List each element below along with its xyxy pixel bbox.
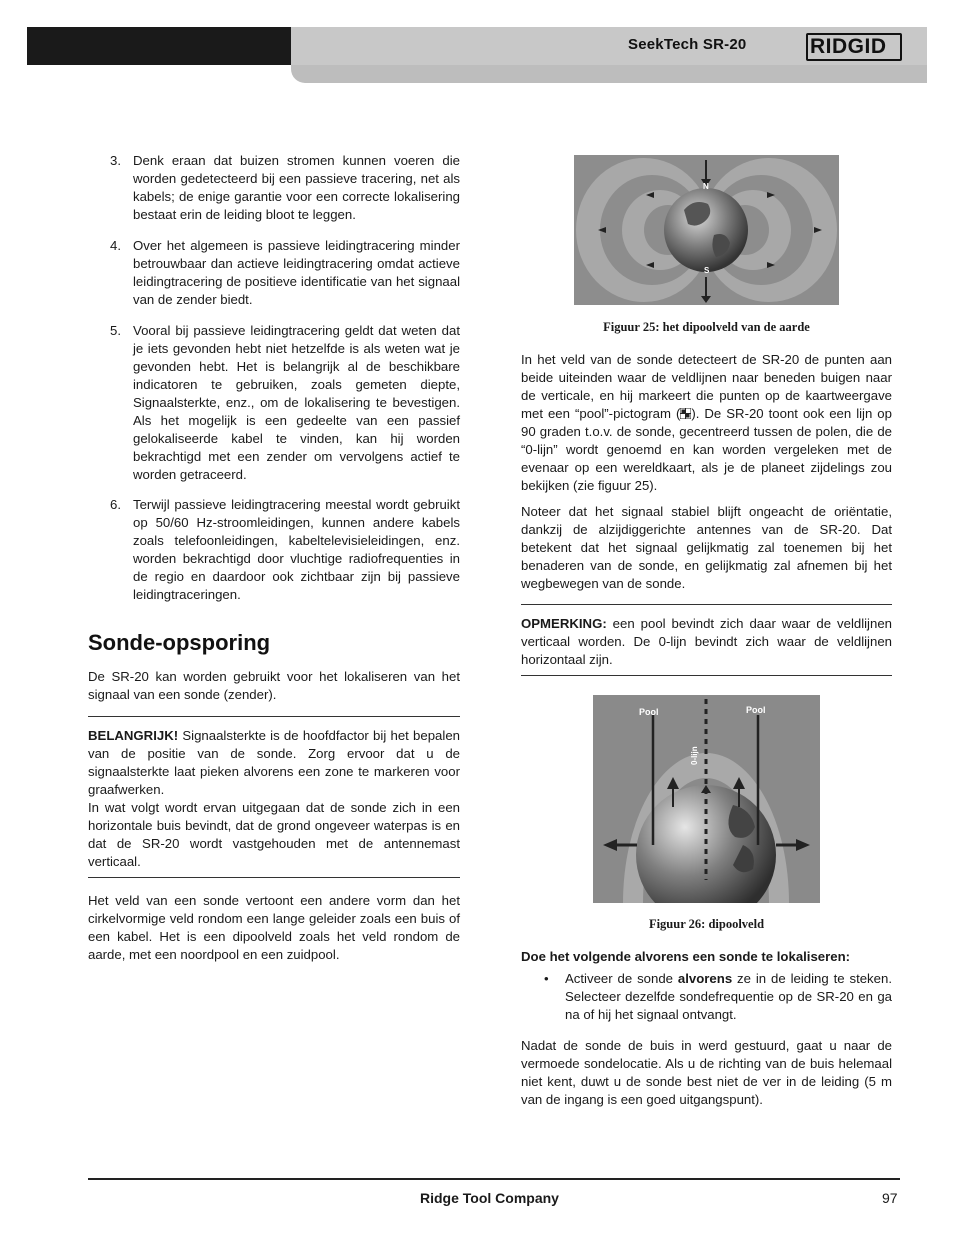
north-label: N xyxy=(703,182,709,191)
list-item-text: Over het algemeen is passieve leidingtracering minder betrouwbaar dan actieve leidingtracering omdat actieve leidingtracering de positieve identificatie van het signaal van de zender biedt. xyxy=(133,238,460,307)
closing-paragraph: Nadat de sonde de buis in werd gestuurd, gaat u naar de vermoede sondelocatie. Als u de richting van de buis helemaal niet kent, duwt u de sonde best niet de ver in de leiding (5 m van de ingang is een goed uitgangspunt). xyxy=(521,1038,892,1107)
pool-left-label: Pool xyxy=(639,707,659,717)
list-item-number: 5. xyxy=(110,323,121,338)
note-label: OPMERKING: xyxy=(521,616,607,631)
important-text-2: In wat volgt wordt ervan uitgegaan dat de sonde zich in een horizontale buis bevindt, dat de grond ongeveer waterpas is en dat de SR-20 wordt vastgehouden met de antennemast verticaal. xyxy=(88,800,460,869)
zero-line-label: 0-lijn xyxy=(690,746,699,765)
footer-rule xyxy=(88,1178,900,1180)
todo-heading: Doe het volgende alvorens een sonde te lokaliseren: xyxy=(521,949,851,964)
field-paragraph: Het veld van een sonde vertoont een andere vorm dan het cirkelvormige veld rondom een lange geleider zoals een buis of een kabel. Het is een dipoolveld zoals het veld rondom de aarde, met een noordpool en een zuidpool. xyxy=(88,893,460,962)
figure-dipole-field xyxy=(593,695,820,903)
divider xyxy=(521,604,892,605)
list-item-number: 4. xyxy=(110,238,121,253)
page-number: 97 xyxy=(882,1190,898,1206)
pole-text-a: In het veld van de sonde detecteert de SR-20 de punten aan beide uiteinden waar de veldlijnen naar beneden buigen naar de verticale, en hij markeert die punten op de kaartweergave met een “pool”-pictogram ( xyxy=(521,352,892,421)
list-item-number: 3. xyxy=(110,153,121,168)
note-block xyxy=(521,615,892,669)
important-block xyxy=(88,727,460,871)
list-item-text: Denk eraan dat buizen stromen kunnen voeren die worden gedetecteerd bij een passieve tracering, net als kabels; de enige garantie voor een correcte lokalisering bestaat erin de leiding bloot te leggen. xyxy=(133,153,460,222)
stability-paragraph: Noteer dat het signaal stabiel blijft ongeacht de oriëntatie, dankzij de alzijdiggerichte antennes van de SR-20. Dat betekent dat het signaal gelijkmatig zal toenemen bij het benaderen van de sonde, en gelijkmatig zal afnemen bij het wegbewegen van de sonde. xyxy=(521,504,892,591)
section-intro: De SR-20 kan worden gebruikt voor het lokaliseren van het signaal van een sonde (zender). xyxy=(88,669,460,702)
bullet-text-a: Activeer de sonde xyxy=(565,971,678,986)
bullet-text xyxy=(565,970,892,1024)
bullet-text-b: ze in de leiding te steken. Selecteer dezelfde sondefrequentie op de SR-20 en ga na of hij het signaal ontvangt. xyxy=(565,971,892,1022)
list-item-text: Vooral bij passieve leidingtracering geldt dat weten dat je iets gevonden hebt niet hetzelfde is als weten wat je gevonden hebt. Het is belangrijk al de beschikbare indicatoren te gebruiken, zoals gemeten diepte, Signaalsterkte, enz., om de lokalisering te bevestigen. Als het mogelijk is een gedeelte van een passief gelokaliseerde kabel te vinden, kan hij worden bekrachtigd met een zender om vervolgens actief te worden getraceerd. xyxy=(133,323,460,482)
divider xyxy=(521,675,892,676)
bullet-marker: • xyxy=(544,971,549,986)
figure-26-caption: Figuur 26: dipoolveld xyxy=(648,917,765,931)
header-under-tab xyxy=(291,65,927,83)
divider xyxy=(88,877,460,878)
note-text: een pool bevindt zich daar waar de veldlijnen verticaal worden. De 0-lijn bevindt zich waar de veldlijnen horizontaal zijn. xyxy=(521,616,892,667)
pole-icon xyxy=(680,406,691,417)
ridgid-logo xyxy=(806,33,902,61)
footer-company: Ridge Tool Company xyxy=(420,1190,559,1206)
important-label: BELANGRIJK! xyxy=(88,728,179,743)
important-text: Signaalsterkte is de hoofdfactor bij het bepalen van de positie van de sonde. Zorg ervoor dat u de signaalsterkte laat pieken alvorens een zone te markeren voor graafwerken. xyxy=(88,728,460,797)
divider xyxy=(88,716,460,717)
figure-25-caption: Figuur 25: het dipoolveld van de aarde xyxy=(603,320,810,334)
section-heading: Sonde-opsporing xyxy=(88,630,271,655)
logo-text: RIDGID xyxy=(810,35,887,58)
south-label: S xyxy=(704,266,710,275)
list-item-number: 6. xyxy=(110,497,121,512)
figure-earth-dipole xyxy=(574,155,839,305)
header-title: SeekTech SR-20 xyxy=(628,36,747,53)
header-black-bar xyxy=(27,27,291,65)
list-item-text: Terwijl passieve leidingtracering meestal wordt gebruikt op 50/60 Hz-stroomleidingen, kunnen andere kabels zoals telefoonleidingen, kabeltelevisieleidingen, enz. worden bekrachtigd door vluchtige radiofrequenties in de regio en daardoor ook zichtbaar zijn bij passieve leidingtraceringen. xyxy=(133,497,460,602)
pole-paragraph xyxy=(521,351,892,495)
pole-text-b: ). De SR-20 toont ook een lijn op 90 graden t.o.v. de sonde, gecentreerd tussen de polen, die de “0-lijn” wordt genoemd en kan worden vergeleken met de evenaar op een wereldkaart, als je de planeet zijdelings zou bekijken (zie figuur 25). xyxy=(521,406,892,493)
bullet-bold: alvorens xyxy=(677,971,733,986)
pool-right-label: Pool xyxy=(746,705,766,715)
